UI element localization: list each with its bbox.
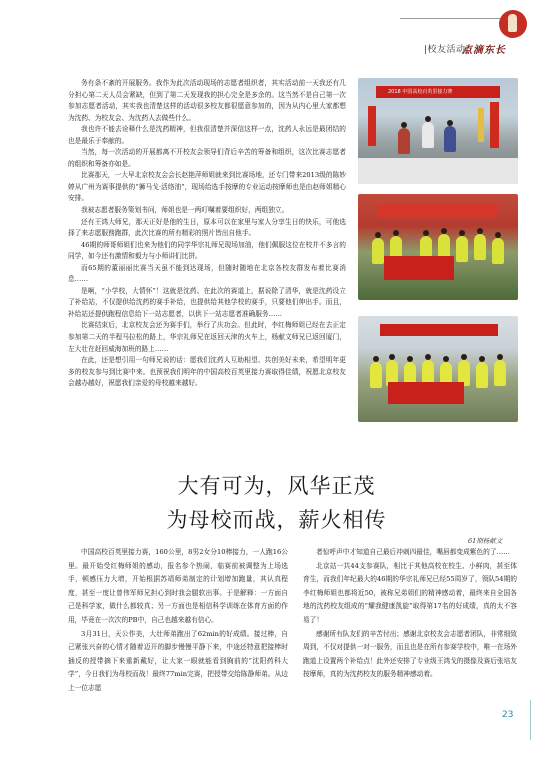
- body-paragraph: 比赛那天，一大早北京校友会会长赵艳萍师姐就来到比赛场地，还专门带来2013级的陈妙婷从广州为赛事提供的“狮马戈·活络油”，现场给选手按摩的专业运动按摩师也是由赵师姐精心安排。: [68, 171, 346, 203]
- body-paragraph: 我被志愿者服务策划书问，师姐也是一两叮嘱着要组织好，两组独立。: [81, 206, 289, 215]
- page-number: 23: [502, 710, 514, 720]
- body-paragraph: 务有条不紊的开展服务。我作为此次活动现场的志愿者组织者，其实活动前一天我还有几分担心第二天人员会紧缺，但到了第二天发现我的担心完全是多余的。这当然不是自己第一次参加志愿者活动，其实我也清楚这样的活动很多校友都很愿意参加的，因为从内心里大家都想为沈药、为校友会、为沈药人去做些什么。: [68, 79, 346, 122]
- team-photo-banner: [358, 194, 518, 300]
- body-paragraph: 3月31日，天公作美，大壮师弟跑出了62min的好成绩。接过棒，自己紧张兴奋的心情才随着迈开的脚步慢慢平静下来，中途还特意把接棒时插反的授带摘下来重新戴好，让大家一眼就能看到胸前的“沈阳药科大学”，今日我们为母校而战！最终77min完赛，把授带交给陈静师弟。从边上一位志愿: [68, 629, 288, 692]
- body-paragraph: 者惊呼声中才知道自己最后冲刺四最佳，嘴唇都变成紫色的了……: [316, 548, 510, 556]
- body-paragraph: 感谢所有队友们的辛苦付出；感谢北京校友会志愿者团队，非常细致周到，不仅对提供一对一服务，而且也是在所有参赛学校中，唯一在场外跑道上设置两个补给点！此外还安排了专业级王鸿戈的摄像及赛后张培友按摩师，真的为沈药校友的服务精神感动着。: [303, 629, 517, 679]
- article-body-right: [303, 546, 517, 682]
- header-slogan: 点滴东长: [462, 45, 506, 56]
- race-photo-finish: [358, 78, 518, 184]
- article-title-line2: 为母校而战，薪火相传: [166, 508, 387, 532]
- body-paragraph: 而65期的董丽丽比赛当天虽不能到达现场，但随时随地在北京各校友群发布着比赛消息……: [68, 263, 346, 284]
- body-paragraph: 北京站一共44支参赛队，相比于其他高校在校生、小鲜肉，甚至体育生，而我们年纪最大的46期的华宗礼师兄已经55周岁了，领队54期的李红梅师姐也都将近50，被称兄弟姐们的精神感动着，最终来自全国各地的沈药校友组成的“耀我健康凯旋”取得第17名的好成绩，真的太不容易了！: [303, 561, 517, 624]
- article-author: 61期杨献文: [468, 537, 503, 545]
- article-body-upper: [68, 78, 346, 390]
- body-paragraph: 46期的师哥师姐们也来为他们的同学华宗礼师兄现场加油，他们佩服这位在校并不多言的同学，如今还有激情和毅力与小师讲们比拼。: [68, 240, 346, 261]
- logo-figure-icon: [508, 14, 517, 32]
- team-photo-finish-line: [358, 316, 518, 422]
- body-paragraph: 还有王鸿大师兄，那天正好是他的生日，原本可以在家里与家人分享生日的快乐，可他选择了来志愿服務跑群，此次比赛的所有精彩的照片皆出自他手。: [68, 217, 346, 238]
- body-paragraph: 当然，每一次活动的开展都离不开校友会领导们背后辛苦的筹备和组织，这次比赛志愿者的组织和筹备亦如是。: [68, 148, 346, 168]
- body-paragraph: 我也许不能去诠释什么是沈药精神，但我很清楚并深信这样一点，沈药人永远是最团结的也是最乐于奉献的。: [68, 125, 346, 145]
- body-paragraph: 在此，还是想引用一句师兄说的话：愿我们沈药人互助相望、共创美好未来，希望明年更多的校友参与到比赛中来。也预祝我们明年的中国高校百英里接力赛取得佳绩，祝愿北京校友会越办越好，祝愿我们亲爱的母校越来越好。: [68, 356, 346, 388]
- footer-side-line: [530, 700, 531, 740]
- body-paragraph: 比赛结束后，北京校友会还为赛手们，举行了庆功会。但此时，李红梅师姐已经在去正定参加第二天的半程马拉松的路上，华宗礼师兄在返回天津的火车上，杨献文师兄已返回厦门，左大壮在赶回威海加班的路上……: [68, 321, 346, 353]
- body-paragraph: 是啊，“小学校，大情怀”！这就是沈药。在此次的赛道上，据说除了清华，就是沈药设立了补给站，不仅提供给沈药的赛手补给，也提供给其他学校的赛手，只要他们伸出手。而且，补给站还提供跑程信息给下一站志愿者，以供下一站志愿者准确服务……: [68, 286, 346, 318]
- article-title-line1: 大有可为，风华正茂: [177, 474, 376, 498]
- article-body-left: [68, 546, 288, 696]
- section-label: |校友活动|: [424, 45, 470, 55]
- body-paragraph: 中国高校百英里接力赛，160公里，8男2女分10棒接力，一人跑16公里。最开始受红梅师姐的感动，报名参个热闹，临赛前被调整为上场选手，顿感压力大增，开始根据苏靖师弟制定的计划增加跑量，其认真程度，甚至一度让曾伟军师兄担心到时我会腿软出事。于是解释：一方面自己是科学家，做什么都较真；另一方面也是相信科学训练在体育方面的作用，毕竟在一次次的PB中，自己也越来越有信心。: [68, 548, 288, 624]
- photo-banner-text: 2018 中国高校百英里接力赛: [388, 89, 453, 95]
